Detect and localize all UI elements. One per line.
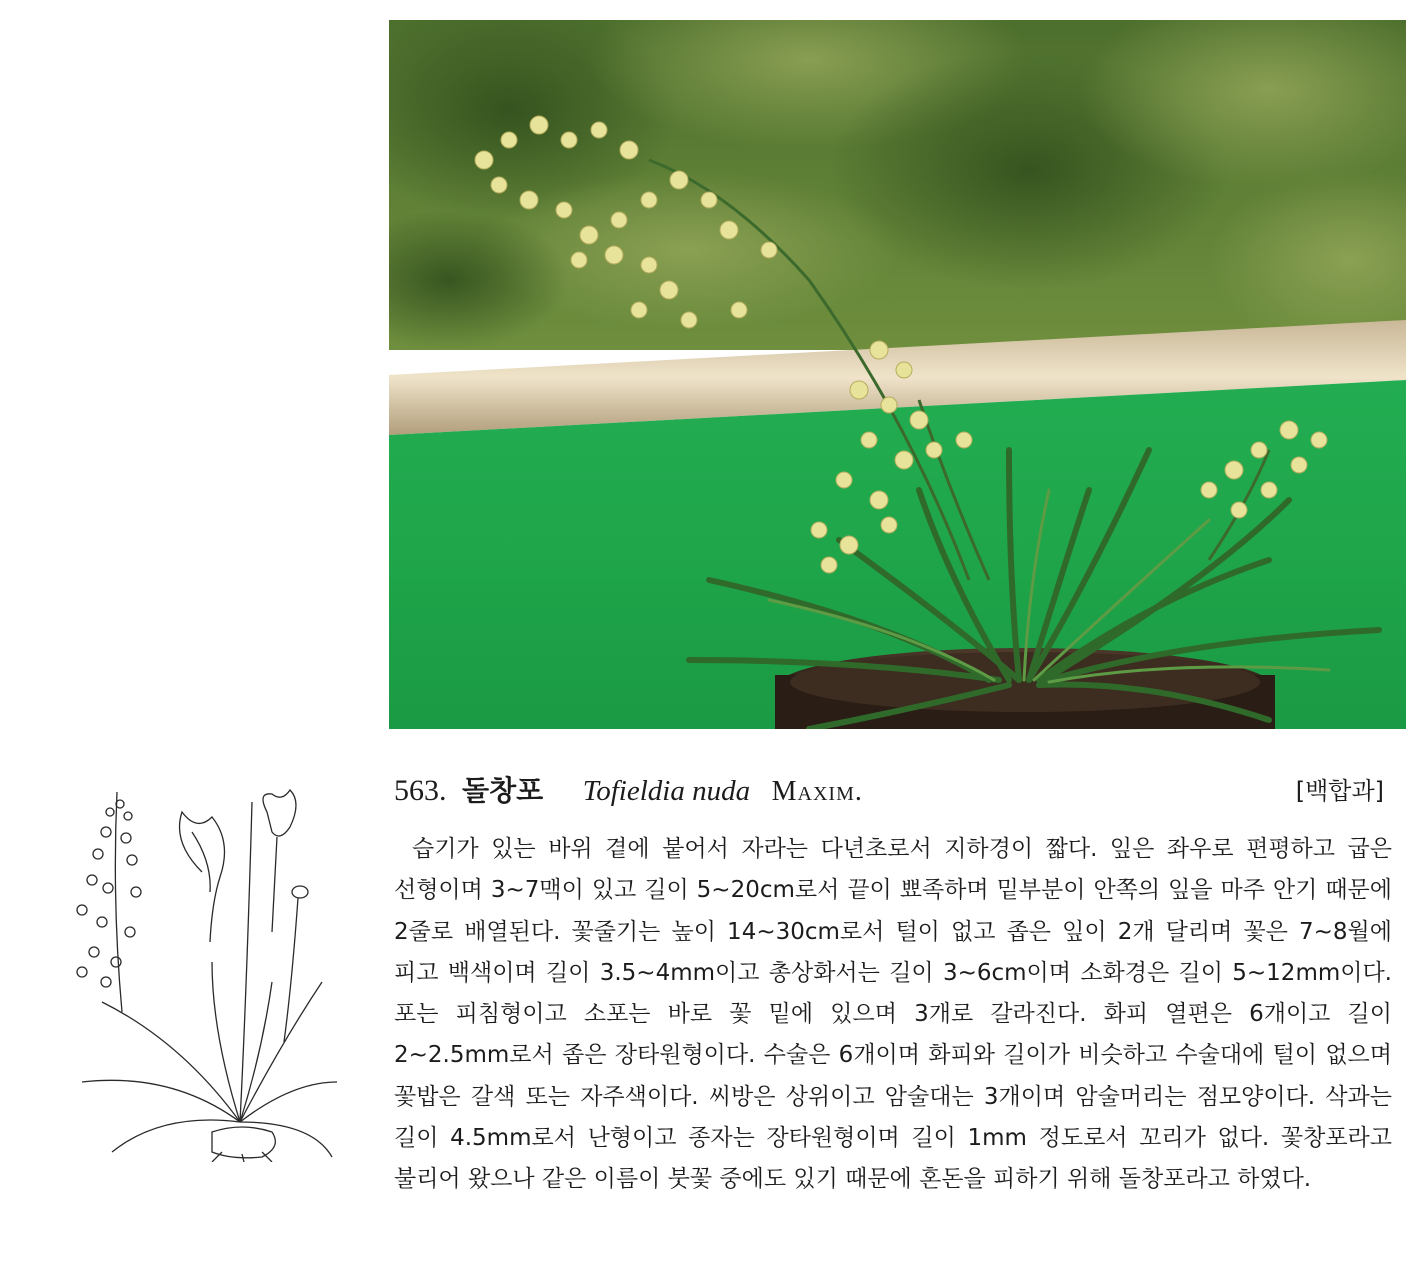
entry-number: 563. — [394, 774, 447, 807]
family-name: [백합과] — [1295, 777, 1384, 805]
botanical-line-drawing — [62, 782, 340, 1162]
entry-heading — [394, 768, 1384, 814]
plant-photograph — [389, 20, 1406, 729]
korean-name: 돌창포 — [462, 774, 544, 807]
scientific-name: Tofieldia nuda — [582, 775, 751, 807]
author-abbreviation: Maxim. — [771, 776, 863, 807]
description-text: 습기가 있는 바위 곁에 붙어서 자라는 다년초로서 지하경이 짧다. 잎은 좌우로 편평하고 굽은 선형이며 3~7맥이 있고 길이 5~20cm로서 끝이 뾰족하며 밑부분이 안쪽의 잎을 마주 안기 때문에 2줄로 배열된다. 꽃줄기는 높이 14~30cm로서 털이 없고 좁은 잎이 2개 달리며 꽃은 7~8월에 피고 백색이며 길이 3.5~4mm이고 총상화서는 길이 3~6cm이며 소화경은 길이 5~12mm이다. 포는 피침형이고 소포는 바로 꽃 밑에 있으며 3개로 갈라진다. 화피 열편은 6개이고 길이 2~2.5mm로서 좁은 장타원형이다. 수술은 6개이며 화피와 길이가 비슷하고 수술대에 털이 없으며 꽃밥은 갈색 또는 자주색이다. 씨방은 상위이고 암술대는 3개이며 암술머리는 점모양이다. 삭과는 길이 4.5mm로서 난형이고 종자는 장타원형이며 길이 1mm 정도로서 꼬리가 없다. 꽃창포라고 불리어 왔으나 같은 이름이 붓꽃 중에도 있기 때문에 혼돈을 피하기 위해 돌창포라고 하였다. — [394, 836, 1392, 1193]
